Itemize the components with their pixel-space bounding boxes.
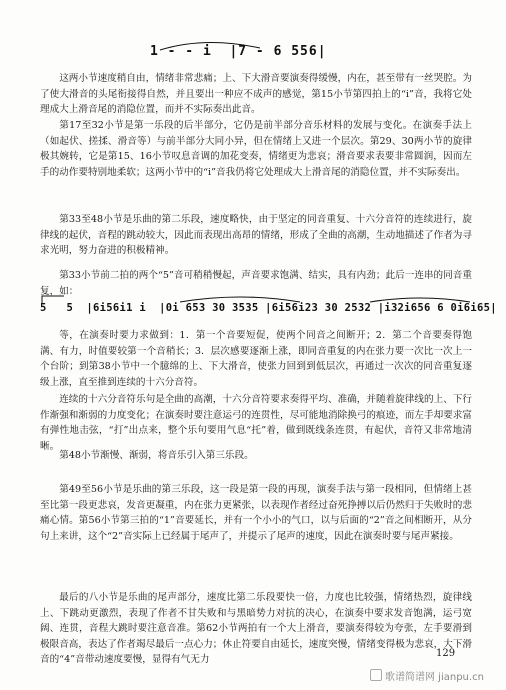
paragraph-5: 等，在演奏时要力求做到：1．第一个音要短促，使两个同音之间断开；2．第二个音要奏得饱满、有力，时值要较第一个音稍长；3．层次感要逐渐上涨，即同音重复的内在张力要一次比一次上一个台阶；到第38小节中一个臆绵的上、下大滑音，使张力回到到低层次，再通过一次次的同音重复逐级上涨，直至推到连续的十六分音符。	[40, 330, 472, 388]
paragraph-9: 最后的八小节是乐曲的尾声部分，速度比第二乐段要快一倍，力度也比较强，情绪热烈，旋律线上、下跳动更激烈，表现了作者不甘失败和与黑暗势力对抗的决心，在演奏中要求发音饱满，运弓宽阔、连贯，音程大跳时要注意音准。第62小节两拍有一个大上滑音，要演奏得较为夸张，左手要滑到极限音高，表达了作者竭尽最后一点心力；休止符要自由延长，速度突慢，情绪变得极为悲哀，大下滑音的“4”音带动速度要慢，显得有气无力	[40, 592, 472, 666]
paragraph-3: 第33至48小节是乐曲的第二乐段，速度略快，由于坚定的同音重复、十六分音符的连续进行，旋律线的起伏，音程的跳动较大，因此而表现出高昂的情绪，形成了全曲的高潮，生动地描述了作者为寻求光明，努力奋进的积极精神。	[40, 214, 472, 257]
page-number: 129	[436, 648, 456, 659]
paragraph-6: 连续的十六分音符乐句是全曲的高潮，十六分音符要求奏得平均、准确，并随着旋律线的上、下行作渐强和渐弱的力度变化；在演奏时要注意运弓的连贯性，尽可能地消除换弓的痕迹，而左手却要求富有弹性地击弦，“打”出点来，整个乐句要用气息“托”着，做到既线条连贯，有起伏，音符又非常地清晰。	[40, 394, 472, 452]
paragraph-8: 第49至56小节是乐曲的第三乐段，这一段是第一段的再现，演奏手法与第一段相同，但情绪上甚至比第一段更悲哀，发音更凝重，内在张力更紧张，以表现作者经过奋死挣搏以后仍然归于失败时的悲痛心情。第56小节第三拍的“1”音要延长，并有一个小小的气口，以与后面的“2”音之间相断开，从分句上来讲，这个“2”音实际上已经属于尾声了，并提示了尾声的速度，因此在演奏时要与尾声紧接。	[40, 484, 472, 542]
site-watermark	[370, 668, 484, 683]
notation-line-1: 1 - - i |7 - 6 556|	[150, 44, 327, 59]
notation-line-2: 5 5 |6i56i1 i |0i 653 30 3535 |6i56i23 30 2532 |i32i656 6 0i6i65|	[40, 302, 497, 314]
watermark-text: 歌谱简谱网 jianpu.cn	[385, 672, 484, 683]
paragraph-2: 第17至32小节是第一乐段的后半部分，它仍是前半部分音乐材料的发展与变化。在演奏手法上（如起伏、搓揉、滑音等）与前半部分大同小异，但在情绪上又进一个层次。第29、30两小节的旋律极其婉转，它是第15、16小节叹息音调的加花变奏，情绪更为悲哀；滑音要求表要非常圆润，因而左手的动作要特别地柔软；这两小节中的“i”音我仍将它处理成大上滑音尾的消隐位置，并不实际奏出。	[40, 120, 472, 178]
watermark-logo-icon	[370, 669, 382, 681]
paragraph-4: 第33小节前二拍的两个“5”音可稍稍慢起，声音要求饱满、结实，具有内劲；此后一连串的同音重复，如：	[40, 270, 472, 297]
paragraph-1: 这两小节速度稍自由，情绪非常悲痛；上、下大滑音要演奏得缓慢，内在，甚至带有一丝哭腔。为了使大滑音的头尾衔接得自然，并且要出一种应不成声的感觉，第15小节第四拍上的“i”音，我将它处理成大上滑音尾的消隐位置，而并不实际奏出此音。	[40, 73, 472, 116]
paragraph-7: 第48小节渐慢、渐弱，将音乐引入第三乐段。	[59, 450, 254, 461]
